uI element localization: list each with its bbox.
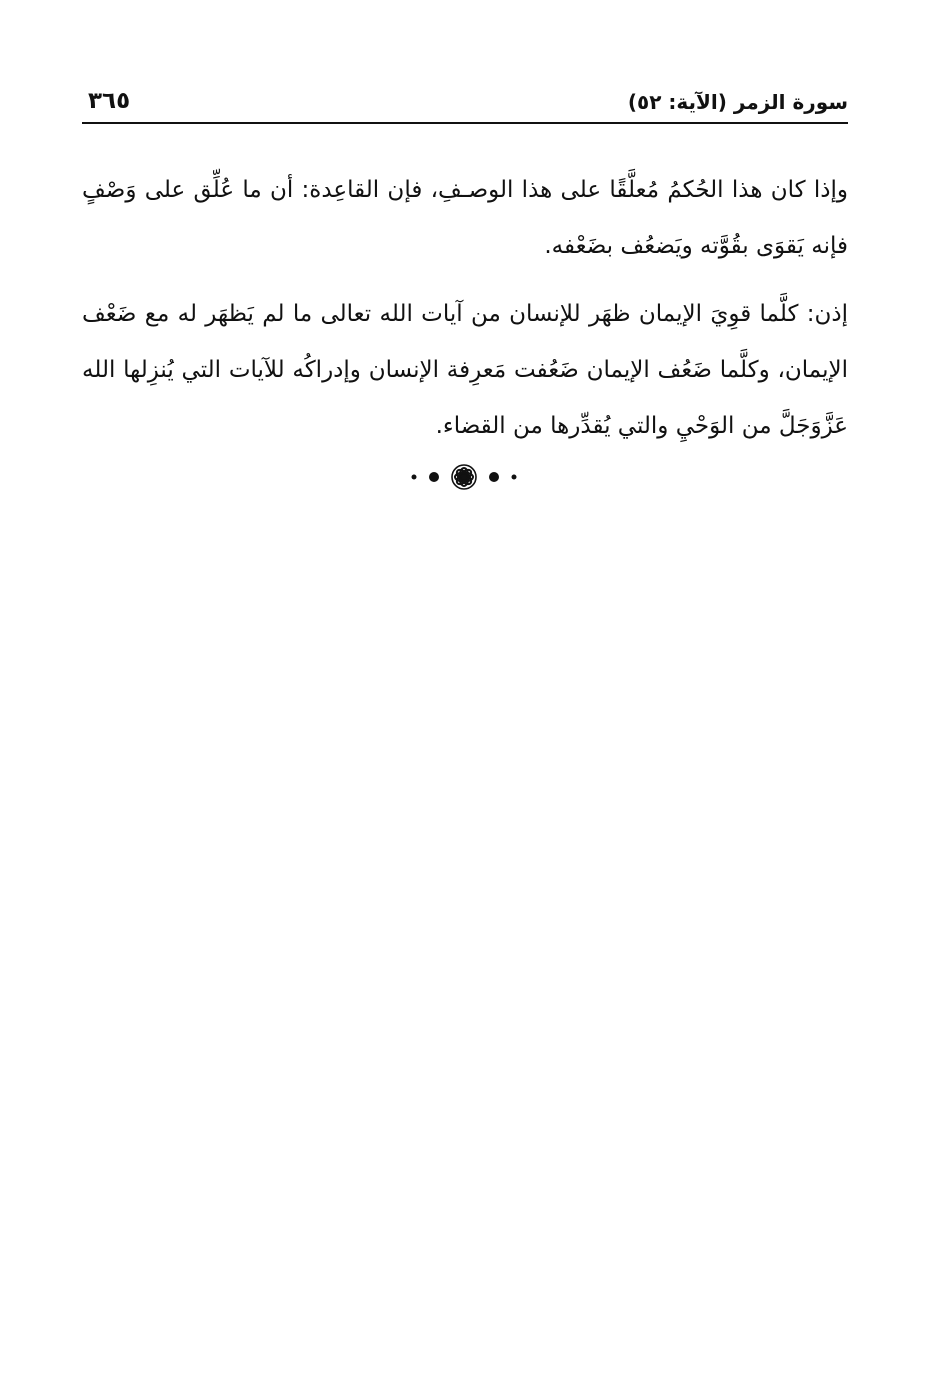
page-number: ٣٦٥ xyxy=(88,88,131,114)
running-header xyxy=(82,88,848,124)
paragraph-1: وإذا كان هذا الحُكمُ مُعلَّقًا على هذا الوصـفِ، فإن القاعِدة: أن ما عُلِّق على وَصْفٍ فإنه يَقوَى بقُوَّته ويَضعُف بضَعْفه. xyxy=(82,177,848,259)
floral-divider-icon xyxy=(404,462,524,492)
body-text xyxy=(82,162,848,466)
paragraph-2: إذن: كلَّما قوِيَ الإيمان ظهَر للإنسان من آيات الله تعالى ما لم يَظهَر له مع ضَعْف الإيمان، وكلَّما ضَعُف الإيمان ضَعُفت مَعرِفة الإنسان وإدراكُه للآيات التي يُنزِلها الله عَزَّوَجَلَّ من الوَحْيِ والتي يُقدِّرها من القضاء. xyxy=(82,301,848,439)
surah-header-label: سورة الزمر (الآية: ٥٢) xyxy=(627,90,848,114)
